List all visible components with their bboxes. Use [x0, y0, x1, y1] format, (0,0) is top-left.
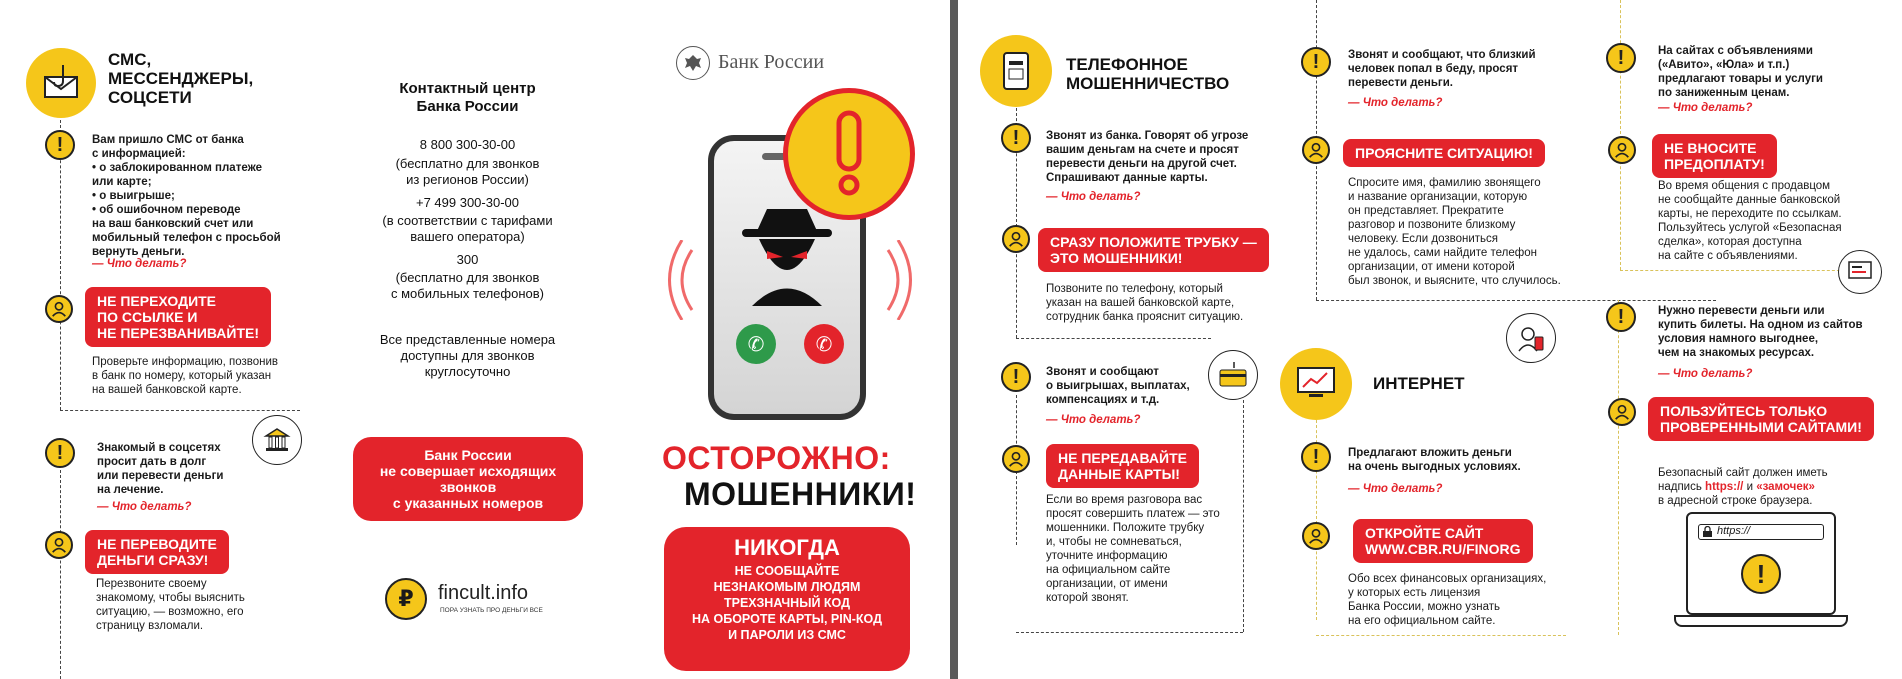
warning-icon: ! [45, 438, 75, 468]
fincult-tagline: ПОРА УЗНАТЬ ПРО ДЕНЬГИ ВСЕ [440, 607, 543, 614]
dashed-divider [1618, 300, 1619, 635]
internet-title: ИНТЕРНЕТ [1373, 374, 1465, 393]
phone-fraud-title: ТЕЛЕФОННОЕ МОШЕННИЧЕСТВО [1066, 55, 1230, 93]
sms-section-title: СМС, МЕССЕНДЖЕРЫ, СОЦСЕТИ [108, 50, 254, 107]
sms-case-text: Вам пришло СМС от банка с информацией: • о заблокированном платеже или карте; • о выигрыше; • об ошибочном переводе на ваш банковский счет или мобильный телефон с просьбой вернуть деньги. [92, 134, 281, 258]
what-to-do-label: — Что делать? [97, 501, 192, 513]
dashed-divider [1016, 338, 1211, 339]
transfer-advice-part2: в адресной строке браузера. [1658, 495, 1813, 507]
ads-action-banner: НЕ ВНОСИТЕ ПРЕДОПЛАТУ! [1652, 134, 1777, 178]
what-to-do-label: — Что делать? [1046, 191, 1141, 203]
person-icon [1302, 522, 1330, 550]
warning-icon: ! [1301, 442, 1331, 472]
hacker-phone-icon [1506, 313, 1556, 363]
warning-icon: ! [1001, 123, 1031, 153]
hotline-phone-2-note: (в соответствии с тарифами вашего оператора) [382, 213, 553, 244]
lock-label: «замочек» [1756, 481, 1815, 493]
dashed-divider [1316, 635, 1566, 636]
never-text: НЕ СООБЩАЙТЕ НЕЗНАКОМЫМ ЛЮДЯМ ТРЕХЗНАЧНЫЙ КОД НА ОБОРОТЕ КАРТЫ, PIN-КОД И ПАРОЛИ ИЗ СМС [691, 564, 883, 642]
ad-board-icon [1838, 250, 1882, 294]
phone-case2-text: Звонят и сообщают о выигрышах, выплатах, компенсациях и т.д. [1046, 366, 1190, 406]
dashed-divider [1620, 0, 1621, 270]
https-label: https:// [1705, 481, 1744, 493]
padlock-icon [1702, 526, 1713, 538]
contact-center-title: Контактный центр Банка России [399, 80, 536, 115]
url-text: https:// [1717, 525, 1751, 537]
bank-name-logo: Банк России [718, 51, 825, 73]
hotline-phone-1: 8 800 300-30-00 [419, 137, 516, 152]
phone-case1-action-banner: СРАЗУ ПОЛОЖИТЕ ТРУБКУ — ЭТО МОШЕННИКИ! [1038, 228, 1269, 272]
sms-action-banner: НЕ ПЕРЕХОДИТЕ ПО ССЫЛКЕ И НЕ ПЕРЕЗВАНИВАЙТЕ! [85, 287, 271, 347]
brochure-page-right [958, 0, 1902, 679]
transfer-advice-text [1658, 452, 1828, 508]
hotline-phone-3: 300 [456, 252, 479, 267]
phone-case1-text: Звонят из банка. Говорят об угрозе вашим деньгам на счете и просят перевести деньги на другой счет. Спрашивают данные карты. [1046, 130, 1249, 184]
dashed-divider [1316, 300, 1716, 301]
warning-icon: ! [1606, 43, 1636, 73]
transfer-advice-part1: Безопасный сайт должен иметь надпись [1658, 467, 1828, 493]
hotline-phone-1-note: (бесплатно для звонков из регионов России) [395, 156, 540, 187]
hotline-phone-2: +7 499 300-30-00 [415, 195, 519, 210]
transfer-advice-and: и [1743, 481, 1757, 493]
fincult-logo-text: fincult.info [438, 582, 529, 604]
credit-card-hook-icon [1208, 350, 1258, 400]
phone-case2-advice: Если во время разговора вас просят совершить платеж — это мошенники. Положите трубку и, чтобы не сомневаться, уточните информацию на официальном сайте организации, от имени которой звонят. [1046, 494, 1220, 604]
never-title: НИКОГДА [734, 535, 840, 560]
computer-chart-icon [1280, 348, 1352, 420]
laptop-base [1674, 615, 1848, 627]
person-icon [45, 295, 73, 323]
bank-russia-emblem-icon [676, 46, 710, 80]
ads-case-text: На сайтах с объявлениями («Авито», «Юла» и т.п.) предлагают товары и услуги по заниженным ценам. [1658, 45, 1823, 99]
bank-notice-banner: Банк России не совершает исходящих звонков с указанных номеров [353, 437, 583, 521]
relative-action-banner: ПРОЯСНИТЕ СИТУАЦИЮ! [1343, 139, 1545, 167]
dashed-divider [1016, 632, 1243, 633]
relative-advice-text: Спросите имя, фамилию звонящего и название организации, которую он представляет. Прекратите разговор и позвоните близкому человеку. Если дозвониться не удалось, сами найдите телефон организации, от имени которой был звонок, и выясните, что случилось. [1348, 177, 1561, 287]
social-advice-text: Перезвоните своему знакомому, чтобы выяснить ситуацию, — возможно, его страницу взломали. [96, 578, 245, 632]
dashed-divider [60, 410, 300, 411]
social-action-banner: НЕ ПЕРЕВОДИТЕ ДЕНЬГИ СРАЗУ! [85, 530, 229, 574]
relative-case-text: Звонят и сообщают, что близкий человек попал в беду, просят перевести деньги. [1348, 49, 1536, 89]
internet-case-text: Предлагают вложить деньги на очень выгодных условиях. [1348, 447, 1521, 473]
sms-advice-text: Проверьте информацию, позвонив в банк по номеру, который указан на вашей банковской карте. [92, 356, 279, 396]
what-to-do-label: — Что делать? [1658, 102, 1753, 114]
availability-text: Все представленные номера доступны для звонков круглосуточно [379, 332, 556, 379]
warning-icon: ! [1606, 302, 1636, 332]
transfer-action-banner: ПОЛЬЗУЙТЕСЬ ТОЛЬКО ПРОВЕРЕННЫМИ САЙТАМИ! [1648, 397, 1874, 441]
what-to-do-label: — Что делать? [1046, 414, 1141, 426]
dashed-divider [60, 470, 61, 679]
warning-icon: ! [1301, 47, 1331, 77]
laptop-illustration [1686, 512, 1836, 615]
person-icon [1608, 398, 1636, 426]
ruble-coin-icon: ₽ [385, 578, 427, 620]
phone-case1-advice: Позвоните по телефону, который указан на вашей банковской карте, сотрудник банка прояснит ситуацию. [1046, 283, 1244, 323]
internet-advice-text: Обо всех финансовых организациях, у которых есть лицензия Банка России, можно узнать на его официальном сайте. [1348, 573, 1547, 627]
headline-caution: ОСТОРОЖНО: [662, 440, 891, 476]
phone-case2-action-banner: НЕ ПЕРЕДАВАЙТЕ ДАННЫЕ КАРТЫ! [1046, 444, 1199, 488]
never-banner [664, 527, 910, 671]
what-to-do-label: — Что делать? [1348, 97, 1443, 109]
warning-icon: ! [1741, 554, 1781, 594]
dashed-divider [1243, 400, 1244, 632]
dashed-divider [1620, 270, 1850, 271]
person-icon [45, 531, 73, 559]
browser-url-bar [1698, 524, 1824, 540]
hotline-phone-3-note: (бесплатно для звонков с мобильных телефонов) [391, 270, 544, 301]
bank-building-icon [252, 415, 302, 465]
person-icon [1002, 225, 1030, 253]
vibration-waves-right [878, 240, 918, 320]
person-icon [1302, 136, 1330, 164]
phone-document-icon [980, 35, 1052, 107]
alert-exclamation-icon [783, 88, 915, 220]
brochure-page-left [0, 0, 950, 679]
what-to-do-label: — Что делать? [1658, 368, 1753, 380]
what-to-do-label: — Что делать? [1348, 483, 1443, 495]
dashed-divider [60, 120, 61, 410]
headline-fraudsters: МОШЕННИКИ! [684, 476, 917, 512]
hacker-icon [737, 201, 837, 306]
warning-icon: ! [45, 130, 75, 160]
social-case-text: Знакомый в соцсетях просит дать в долг или перевести деньги на лечение. [97, 442, 224, 496]
ads-advice-text: Во время общения с продавцом не сообщайте данные банковской карты, не переходите по ссылкам. Пользуйтесь услугой «Безопасная сделка», которая доступна на сайте с объявлениями. [1658, 180, 1842, 262]
vibration-waves-left [662, 240, 702, 320]
envelope-hook-icon [26, 48, 96, 118]
internet-action-banner: ОТКРОЙТЕ САЙТ WWW.CBR.RU/FINORG [1353, 519, 1533, 563]
what-to-do-label: — Что делать? [92, 258, 187, 270]
answer-call-button: ✆ [736, 324, 776, 364]
decline-call-button: ✆ [804, 324, 844, 364]
person-icon [1002, 445, 1030, 473]
person-icon [1608, 136, 1636, 164]
transfer-case-text: Нужно перевести деньги или купить билеты. На одном из сайтов условия намного выгоднее, чем на знакомых ресурсах. [1658, 305, 1863, 359]
warning-icon: ! [1001, 362, 1031, 392]
